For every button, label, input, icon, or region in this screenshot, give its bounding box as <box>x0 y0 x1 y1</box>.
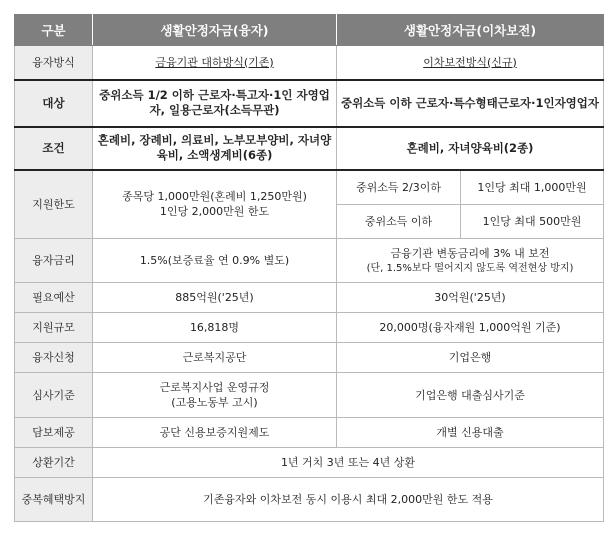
limit-income-1: 중위소득 2/3이하 <box>337 170 461 205</box>
row-limit-1 <box>15 170 604 205</box>
rate-subsidy-cell <box>337 239 604 283</box>
scale-subsidy: 20,000명(융자재원 1,000억원 기준) <box>337 313 604 343</box>
limit-income-2: 중위소득 이하 <box>337 205 461 239</box>
row-label-target: 대상 <box>15 80 93 127</box>
row-rate <box>15 239 604 283</box>
header-subsidy: 생활안정자금(이차보전) <box>337 15 604 46</box>
comparison-table <box>14 14 604 522</box>
target-subsidy: 중위소득 이하 근로자·특수형태근로자·1인자영업자 <box>337 80 604 127</box>
row-repay <box>15 448 604 478</box>
limit-amount-1: 1인당 최대 1,000만원 <box>461 170 604 205</box>
repay-value: 1년 거치 3년 또는 4년 상환 <box>93 448 604 478</box>
row-budget <box>15 283 604 313</box>
header-loan: 생활안정자금(융자) <box>93 15 337 46</box>
row-scale <box>15 313 604 343</box>
row-overlap <box>15 478 604 522</box>
method-subsidy: 이차보전방식(신규) <box>337 46 604 80</box>
row-label-method: 융자방식 <box>15 46 93 80</box>
limit-loan: 종목당 1,000만원(혼례비 1,250만원) 1인당 2,000만원 한도 <box>93 170 337 239</box>
row-label-review: 심사기준 <box>15 373 93 418</box>
row-method <box>15 46 604 80</box>
row-label-apply: 융자신청 <box>15 343 93 373</box>
method-loan: 금융기관 대하방식(기존) <box>93 46 337 80</box>
condition-subsidy: 혼례비, 자녀양육비(2종) <box>337 127 604 170</box>
rate-subsidy-note: (단, 1.5%보다 떨어지지 않도록 역전현상 방지) <box>366 262 574 274</box>
overlap-value: 기존융자와 이차보전 동시 이용시 최대 2,000만원 한도 적용 <box>93 478 604 522</box>
header-category: 구분 <box>15 15 93 46</box>
collateral-loan: 공단 신용보증지원제도 <box>93 418 337 448</box>
row-target <box>15 80 604 127</box>
row-label-scale: 지원규모 <box>15 313 93 343</box>
review-loan: 근로복지사업 운영규정 (고용노동부 고시) <box>93 373 337 418</box>
row-review <box>15 373 604 418</box>
review-subsidy: 기업은행 대출심사기준 <box>337 373 604 418</box>
budget-subsidy: 30억원('25년) <box>337 283 604 313</box>
budget-loan: 885억원('25년) <box>93 283 337 313</box>
row-apply <box>15 343 604 373</box>
row-collateral <box>15 418 604 448</box>
header-row <box>15 15 604 46</box>
row-label-overlap: 중복혜택방지 <box>15 478 93 522</box>
row-label-budget: 필요예산 <box>15 283 93 313</box>
scale-loan: 16,818명 <box>93 313 337 343</box>
row-label-condition: 조건 <box>15 127 93 170</box>
condition-loan: 혼례비, 장례비, 의료비, 노부모부양비, 자녀양육비, 소액생계비(6종) <box>93 127 337 170</box>
row-label-limit: 지원한도 <box>15 170 93 239</box>
apply-subsidy: 기업은행 <box>337 343 604 373</box>
rate-subsidy-main: 금융기관 변동금리에 3% 내 보전 <box>390 246 550 260</box>
collateral-subsidy: 개별 신용대출 <box>337 418 604 448</box>
limit-amount-2: 1인당 최대 500만원 <box>461 205 604 239</box>
row-label-rate: 융자금리 <box>15 239 93 283</box>
apply-loan: 근로복지공단 <box>93 343 337 373</box>
row-label-collateral: 담보제공 <box>15 418 93 448</box>
row-condition <box>15 127 604 170</box>
rate-loan: 1.5%(보증료율 연 0.9% 별도) <box>93 239 337 283</box>
target-loan: 중위소득 1/2 이하 근로자·특고자·1인 자영업자, 일용근로자(소득무관) <box>93 80 337 127</box>
row-label-repay: 상환기간 <box>15 448 93 478</box>
